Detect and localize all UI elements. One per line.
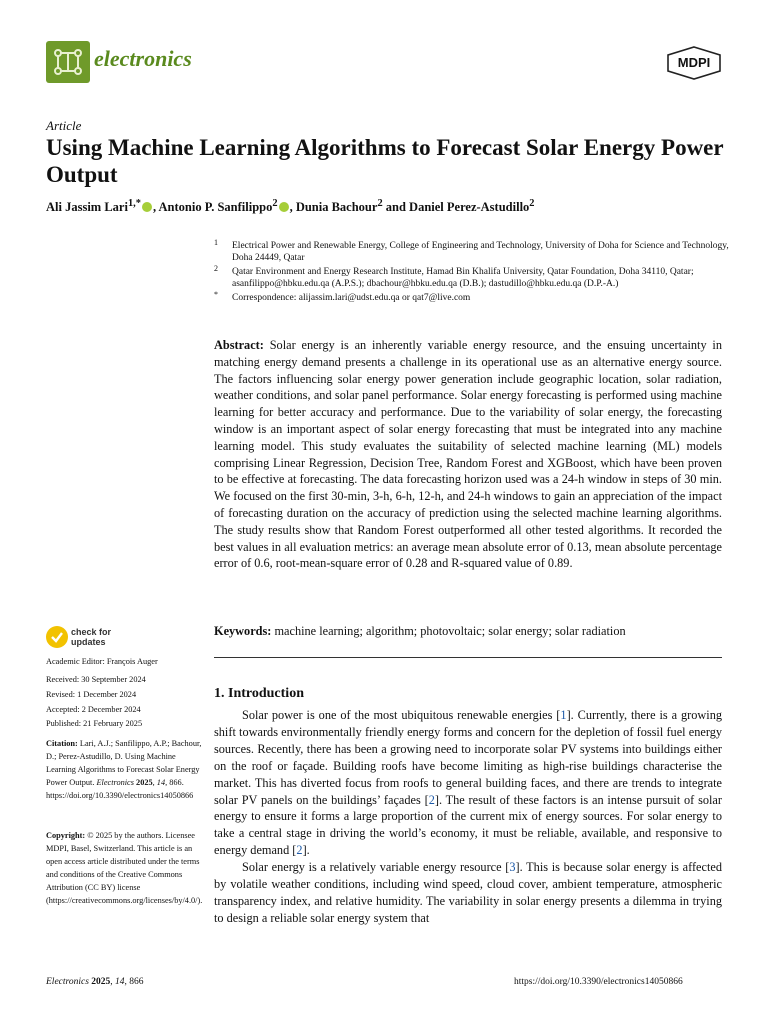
footer-volume: 14: [115, 977, 125, 987]
copyright-block: [46, 829, 206, 907]
citation-year: 2025: [136, 778, 153, 787]
section-heading: 1. Introduction: [214, 686, 304, 701]
paragraph: [214, 859, 722, 927]
author-affil: 2: [377, 198, 383, 209]
citation-link[interactable]: 1: [560, 708, 567, 722]
text-run: Solar energy is a relatively variable energy resource [: [242, 860, 510, 875]
citation-link[interactable]: 2: [296, 843, 303, 858]
text-run: ]. Currently, there is a growing shift towards environmentally friendly energy forms and concern for the depletion of fossil fuel energy sources. Recently, there has been a growing need to incorporate solar PV systems into buildings either on the roof or façade. Building roofs have become limiting as high-rise buildings characterise the market. This has diverted focus from roofs to general building faces, and there are trends to integrate solar PV panels on the buildings’ façades [: [214, 708, 722, 807]
citation-link[interactable]: 2: [428, 792, 435, 807]
author-affil: 1,*: [127, 198, 141, 209]
citation-volume: 14: [156, 778, 166, 787]
orcid-icon[interactable]: [142, 202, 152, 212]
paper-title: Using Machine Learning Algorithms to Forecast Solar Energy Power Output: [46, 135, 724, 187]
affiliation-mark: 2: [214, 264, 218, 273]
footer-page: , 866: [124, 977, 144, 987]
correspondence-text: Correspondence: alijassim.lari@udst.edu.qa or qat7@live.com: [232, 293, 471, 303]
affiliation-2: [214, 266, 734, 290]
date-received: Received: 30 September 2024: [46, 675, 146, 684]
publisher-name: MDPI: [677, 55, 711, 70]
check-updates-line: check for: [71, 627, 112, 637]
author-and: and: [385, 200, 406, 215]
text-run: Solar power is one of the most ubiquitous renewable energies [: [242, 708, 561, 722]
author-name[interactable]: Daniel Perez-Astudillo: [409, 200, 530, 215]
footer-citation: Electronics 2025, 14, 866: [46, 977, 144, 987]
check-for-updates-badge[interactable]: [46, 626, 146, 650]
copyright-label: Copyright:: [46, 831, 86, 840]
author-affil: 2: [529, 198, 535, 209]
text-run: ]. This is because solar energy is affected by volatile weather conditions, including wind speed, cloud cover, ambient temperature, atmospheric transparency index, and relative humidity. The variability in solar energy presents a dilemma in trying to design a reliable solar energy system that: [214, 860, 722, 925]
orcid-icon[interactable]: [279, 202, 289, 212]
copyright-text: © 2025 by the authors. Licensee MDPI, Basel, Switzerland. This article is an open access article distributed under the terms and conditions of the Creative Commons Attribution (CC BY) license (https://creativecommons.org/licenses/by/4.0/).: [46, 831, 203, 905]
date-published: Published: 21 February 2025: [46, 719, 143, 728]
footer-doi-link[interactable]: https://doi.org/10.3390/electronics14050866: [514, 977, 683, 987]
date-revised: Revised: 1 December 2024: [46, 690, 137, 699]
author-name[interactable]: Antonio P. Sanfilippo: [158, 200, 273, 215]
affiliation-text: Qatar Environment and Energy Research Institute, Hamad Bin Khalifa University, Qatar Foundation, Doha 34110, Qatar; asanfilippo@hbku.edu.qa (A.P.S.); dbachour@hbku.edu.qa (D.B.); dastudillo@hbku.edu.qa (D.P.-A.): [232, 267, 694, 289]
affiliations: [214, 240, 734, 306]
text-run: ]. The result of these factors is an intense pursuit of solar energy to ensure it forms a large proportion of the current mix of energy sources. For solar energy to take a central stage in driving the world’s economy, it must be reliable, available, and responsive to energy demand [: [214, 792, 722, 858]
citation-rest[interactable]: , 866. https://doi.org/10.3390/electronics14050866: [46, 778, 194, 800]
check-updates-label: [71, 627, 111, 647]
section-body: [214, 707, 722, 927]
keywords-label: Keywords:: [214, 624, 272, 638]
date-accepted: Accepted: 2 December 2024: [46, 705, 141, 714]
author-name[interactable]: Ali Jassim Lari: [46, 200, 128, 215]
correspondence: [214, 292, 734, 304]
paragraph: [214, 707, 722, 859]
author-list: Ali Jassim Lari$^{1,*}$ , Antonio P. Sanfilippo$^2$ , Dunia Bachour$^2$ and Daniel Perez-Astudillo$^2$: [46, 198, 535, 215]
affiliation-mark: *: [214, 290, 218, 299]
article-type: Article: [46, 118, 82, 133]
publisher-logo[interactable]: [666, 46, 722, 80]
affiliation-1: [214, 240, 734, 264]
citation-label: Citation:: [46, 739, 78, 748]
citation-text: Lari, A.J.; Sanfilippo, A.P.; Bachour, D.; Perez-Astudillo, D. Using Machine Learning Algorithms to Forecast Solar Energy Power Output.: [46, 739, 202, 787]
affiliation-mark: 1: [214, 238, 218, 247]
circuit-logo-icon: [46, 41, 90, 83]
keywords: [214, 624, 722, 639]
abstract-text: Solar energy is an inherently variable energy resource, and the ensuing uncertainty in matching energy demand presents a challenge in its operational use as an alternative energy source. The factors influencing solar energy power generation include geographic location, solar radiation, weather conditions, and solar panel performance. Solar energy forecasting is performed using machine learning for better accuracy and performance. Due to the variability of solar energy, the forecasting window is an important aspect of solar energy forecasting that must be integrated into any machine learning model. This study evaluates the suitability of selected machine learning (ML) models comprising Linear Regression, Decision Tree, Random Forest and XGBoost, which have been proven to be effective at forecasting. The data forecasting horizon used was a 24-h window in steps of 30 min. We focused on the first 30-min, 3-h, 6-h, 12-h, and 24-h windows to gain an appreciation of the impact of forecasting duration on the accuracy of prediction using the selected machine learning algorithms. The study results show that Random Forest outperformed all other tested algorithms. It recorded the best values in all evaluation metrics: an average mean absolute error of 0.13, mean absolute percentage error of 0.6, root-mean-square error of 0.28 and R-squared value of 0.89.: [214, 338, 722, 571]
affiliation-text: Electrical Power and Renewable Energy, College of Engineering and Technology, University of Doha for Science and Technology, Doha 24449, Qatar: [232, 241, 729, 263]
footer-year: 2025: [91, 977, 111, 987]
abstract-label: Abstract:: [214, 338, 264, 352]
academic-editor: Academic Editor: François Auger: [46, 657, 158, 666]
footer-journal: Electronics: [46, 977, 89, 987]
citation-block: Citation: Lari, A.J.; Sanfilippo, A.P.; Bachour, D.; Perez-Astudillo, D. Using Machine Learning Algorithms to Forecast Solar Energy Power Output. Electronics 2025, 14, 866. https://doi.org/10.3390/electronics14050866: [46, 739, 202, 800]
check-updates-line: updates: [71, 637, 106, 647]
check-updates-icon: [46, 626, 68, 648]
citation-link[interactable]: 3: [509, 860, 516, 875]
journal-logo: [46, 41, 90, 83]
journal-name[interactable]: electronics: [94, 46, 192, 71]
author-affil: 2: [272, 198, 278, 209]
keywords-text: machine learning; algorithm; photovoltaic; solar energy; solar radiation: [274, 624, 626, 638]
abstract: [214, 337, 722, 572]
text-run: ].: [302, 843, 310, 858]
citation-journal: Electronics: [96, 778, 134, 787]
section-divider: [214, 657, 722, 658]
author-name[interactable]: Dunia Bachour: [295, 200, 378, 215]
